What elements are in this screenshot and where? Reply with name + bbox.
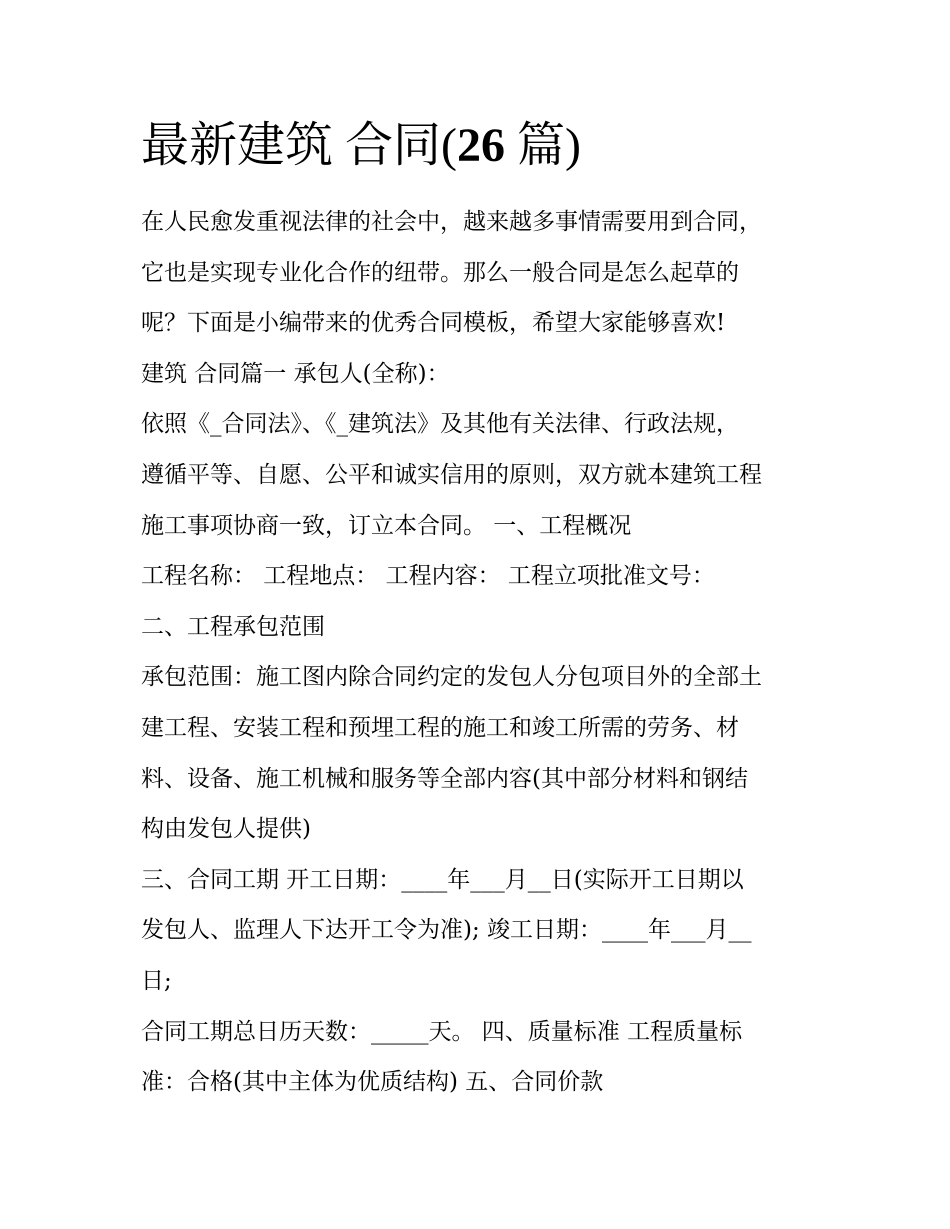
body-line: 合同工期总日历天数：_____天。 四、质量标准 工程质量标: [141, 1018, 743, 1045]
body-line: 承包范围：施工图内除合同约定的发包人分包项目外的全部土: [141, 664, 762, 691]
body-line: 构由发包人提供): [141, 816, 311, 843]
body-line: 在人民愈发重视法律的社会中，越来越多事情需要用到合同，: [141, 209, 762, 235]
body-line: 二、工程承包范围: [141, 613, 325, 640]
body-line: 它也是实现专业化合作的纽带。那么一般合同是怎么起草的: [141, 259, 739, 286]
body-line: 建工程、安装工程和预埋工程的施工和竣工所需的劳务、材: [141, 714, 739, 741]
body-line: 发包人、监理人下达开工令为准); 竣工日期：____年___月__: [141, 917, 752, 944]
title-suffix: 篇): [505, 119, 581, 172]
body-line: 遵循平等、自愿、公平和诚实信用的原则，双方就本建筑工程: [141, 461, 762, 488]
body-line: 准：合格(其中主体为优质结构) 五、合同价款: [141, 1069, 604, 1096]
body-line: 呢？下面是小编带来的优秀合同模板，希望大家能够喜欢!: [141, 310, 726, 337]
document-body: [141, 197, 821, 1108]
body-line: 施工事项协商一致，订立本合同。 一、工程概况: [141, 512, 632, 539]
body-line: 日;: [141, 967, 172, 994]
body-line: 工程名称： 工程地点： 工程内容： 工程立项批准文号：: [141, 563, 715, 590]
body-line: 依照《_合同法》、《_建筑法》及其他有关法律、行政法规，: [141, 411, 739, 438]
body-line: 三、合同工期 开工日期：____年___月__日(实际开工日期以: [141, 866, 744, 893]
title-prefix: 最新建筑 合同(: [141, 119, 457, 172]
document-title: [141, 116, 581, 176]
body-line: 料、设备、施工机械和服务等全部内容(其中部分材料和钢结: [141, 765, 748, 792]
title-number: 26: [457, 119, 505, 172]
body-line: 建筑 合同篇一 承包人(全称)：: [141, 360, 450, 387]
